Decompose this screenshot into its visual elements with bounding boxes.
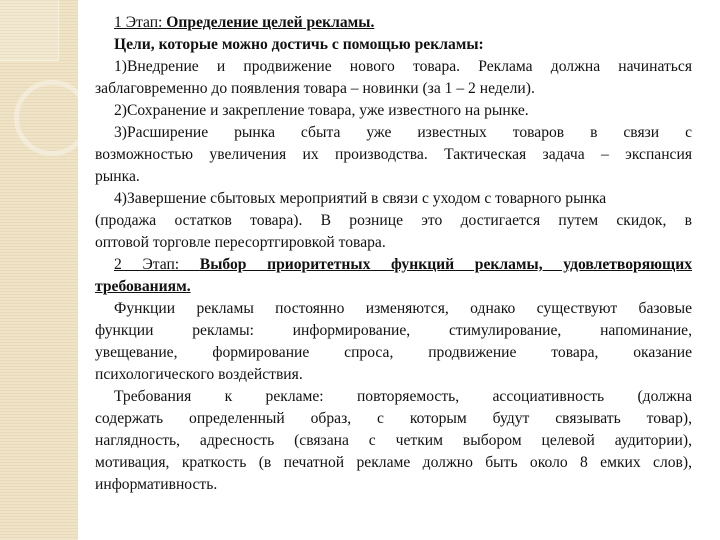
- stage2-prefix: 2 Этап:: [114, 256, 200, 273]
- text-line: 1)Внедрение и продвижение нового товара. Реклама должна начинаться: [114, 58, 692, 75]
- text-line: наглядность, адресность (связана с четким выбором целевой аудитории),: [95, 432, 692, 449]
- text-line: Функции рекламы постоянно изменяются, однако существуют базовые: [114, 300, 692, 317]
- text-line: функции рекламы: информирование, стимулирование, напоминание,: [95, 322, 692, 339]
- text-line: заблаговременно до появления товара – новинки (за 1 – 2 недели).: [95, 80, 535, 97]
- stage1-title: Определение целей рекламы.: [166, 14, 375, 31]
- text-line: психологического воздействия.: [95, 366, 303, 383]
- stage1-heading: [95, 12, 692, 34]
- goals-heading: [95, 34, 692, 56]
- stage2-title-cont: требованиям.: [95, 278, 191, 295]
- text-line: увещевание, формирование спроса, продвижение товара, оказание: [95, 344, 692, 361]
- text-line: мотивация, краткость (в печатной рекламе должно быть около 8 емких слов),: [95, 454, 692, 471]
- text-line: (продажа остатков товара). В рознице это достигается путем скидок, в: [95, 212, 692, 229]
- goals-heading-text: Цели, которые можно достичь с помощью рекламы:: [114, 36, 484, 53]
- document-body: [95, 12, 692, 496]
- text-line: рынка.: [95, 168, 140, 185]
- text-line: информативность.: [95, 476, 218, 493]
- text-line: 3)Расширение рынка сбыта уже известных товаров в связи с: [114, 124, 692, 141]
- text-line: содержать определенный образ, с которым будут связывать товар),: [95, 410, 692, 427]
- decorative-square: [0, 0, 59, 61]
- stage1-prefix: 1 Этап:: [114, 14, 167, 31]
- decorative-sidebar: [0, 0, 78, 540]
- text-line: Требования к рекламе: повторяемость, ассоциативность (должна: [114, 388, 692, 405]
- text-line: возможностью увеличения их производства. Тактическая задача – экспансия: [95, 146, 692, 163]
- text-line: оптовой торговле пересортгировкой товара.: [95, 234, 386, 251]
- text-line: 2)Сохранение и закрепление товара, уже известного на рынке.: [114, 102, 529, 119]
- stage2-heading-cont: [95, 276, 692, 298]
- decorative-circle: [14, 80, 90, 156]
- stage2-title: Выбор приоритетных функций рекламы, удовлетворяющих: [199, 256, 692, 273]
- stage2-heading: [95, 254, 692, 276]
- text-line: 4)Завершение сбытовых мероприятий в связи с уходом с товарного рынка: [114, 190, 607, 207]
